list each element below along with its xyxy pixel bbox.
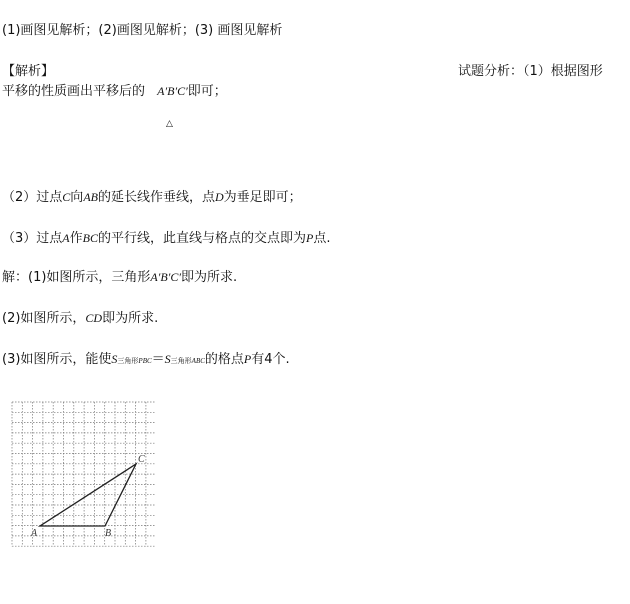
answer-line: (1)画图见解析；(2)画图见解析；(3) 画图见解析 <box>2 23 283 38</box>
step2-mid1: 向 <box>70 190 84 205</box>
step3-end: 点. <box>313 231 331 246</box>
sol3-sub1-word: 三角形 <box>117 357 139 365</box>
solution-3 <box>2 350 290 370</box>
analysis-heading: 【解析】 <box>2 64 55 79</box>
solution-1 <box>2 268 237 287</box>
grid-lines <box>12 402 155 546</box>
step3-point-p: P <box>306 231 314 245</box>
step2-point-c: C <box>62 190 71 204</box>
triangle-symbol: △ <box>166 119 173 129</box>
label-a: A <box>31 528 38 539</box>
sol3-pre: (3)如图所示，能使 <box>2 352 112 367</box>
analysis-continuation <box>2 82 227 101</box>
step-3 <box>2 229 330 248</box>
step2-mid2: 的延长线作垂线，点 <box>97 190 215 205</box>
sol1-abc-prime: A′B′C′ <box>150 270 181 284</box>
analysis-abc-prime: A′B′C′ <box>157 84 188 98</box>
sol3-mid: 的格点 <box>204 352 244 367</box>
sol3-end: 有4个. <box>251 352 290 367</box>
step3-mid2: 的平行线，此直线与格点的交点即为 <box>97 231 306 246</box>
step3-pre: （3）过点 <box>2 231 63 246</box>
sol3-sub2-word: 三角形 <box>170 357 192 365</box>
sol1-end: 即为所求. <box>180 270 238 285</box>
sol2-end: 即为所求. <box>102 311 159 326</box>
step-2 <box>2 188 302 207</box>
sol3-point-p: P <box>243 352 252 366</box>
analysis-intro: 试题分析：（1）根据图形 <box>458 64 603 79</box>
sol3-sub2-abc: ABC <box>191 357 205 365</box>
step2-point-d: D <box>215 190 224 204</box>
step2-segment-ab: AB <box>83 190 98 204</box>
solution-2 <box>2 309 158 328</box>
sol2-pre: (2)如图所示， <box>2 311 86 326</box>
sol3-sub1-pbc: PBC <box>138 357 152 365</box>
sol3-equals: ＝ <box>151 352 165 367</box>
step3-segment-bc: BC <box>82 231 98 245</box>
step3-point-a: A <box>62 231 70 245</box>
sol3-area-s1: S <box>111 352 118 366</box>
analysis-end-text: 即可； <box>187 84 227 99</box>
sol2-segment-cd: CD <box>85 311 103 325</box>
label-c: C <box>138 454 145 465</box>
grid-figure <box>10 398 155 548</box>
step3-mid1: 作 <box>69 231 83 246</box>
sol1-pre: 解：(1)如图所示，三角形 <box>2 270 151 285</box>
analysis-cont-text: 平移的性质画出平移后的 <box>2 84 146 99</box>
step2-pre: （2）过点 <box>2 190 63 205</box>
step2-end: 为垂足即可； <box>223 190 302 205</box>
label-b: B <box>105 528 112 539</box>
sol3-area-s2: S <box>164 352 171 366</box>
